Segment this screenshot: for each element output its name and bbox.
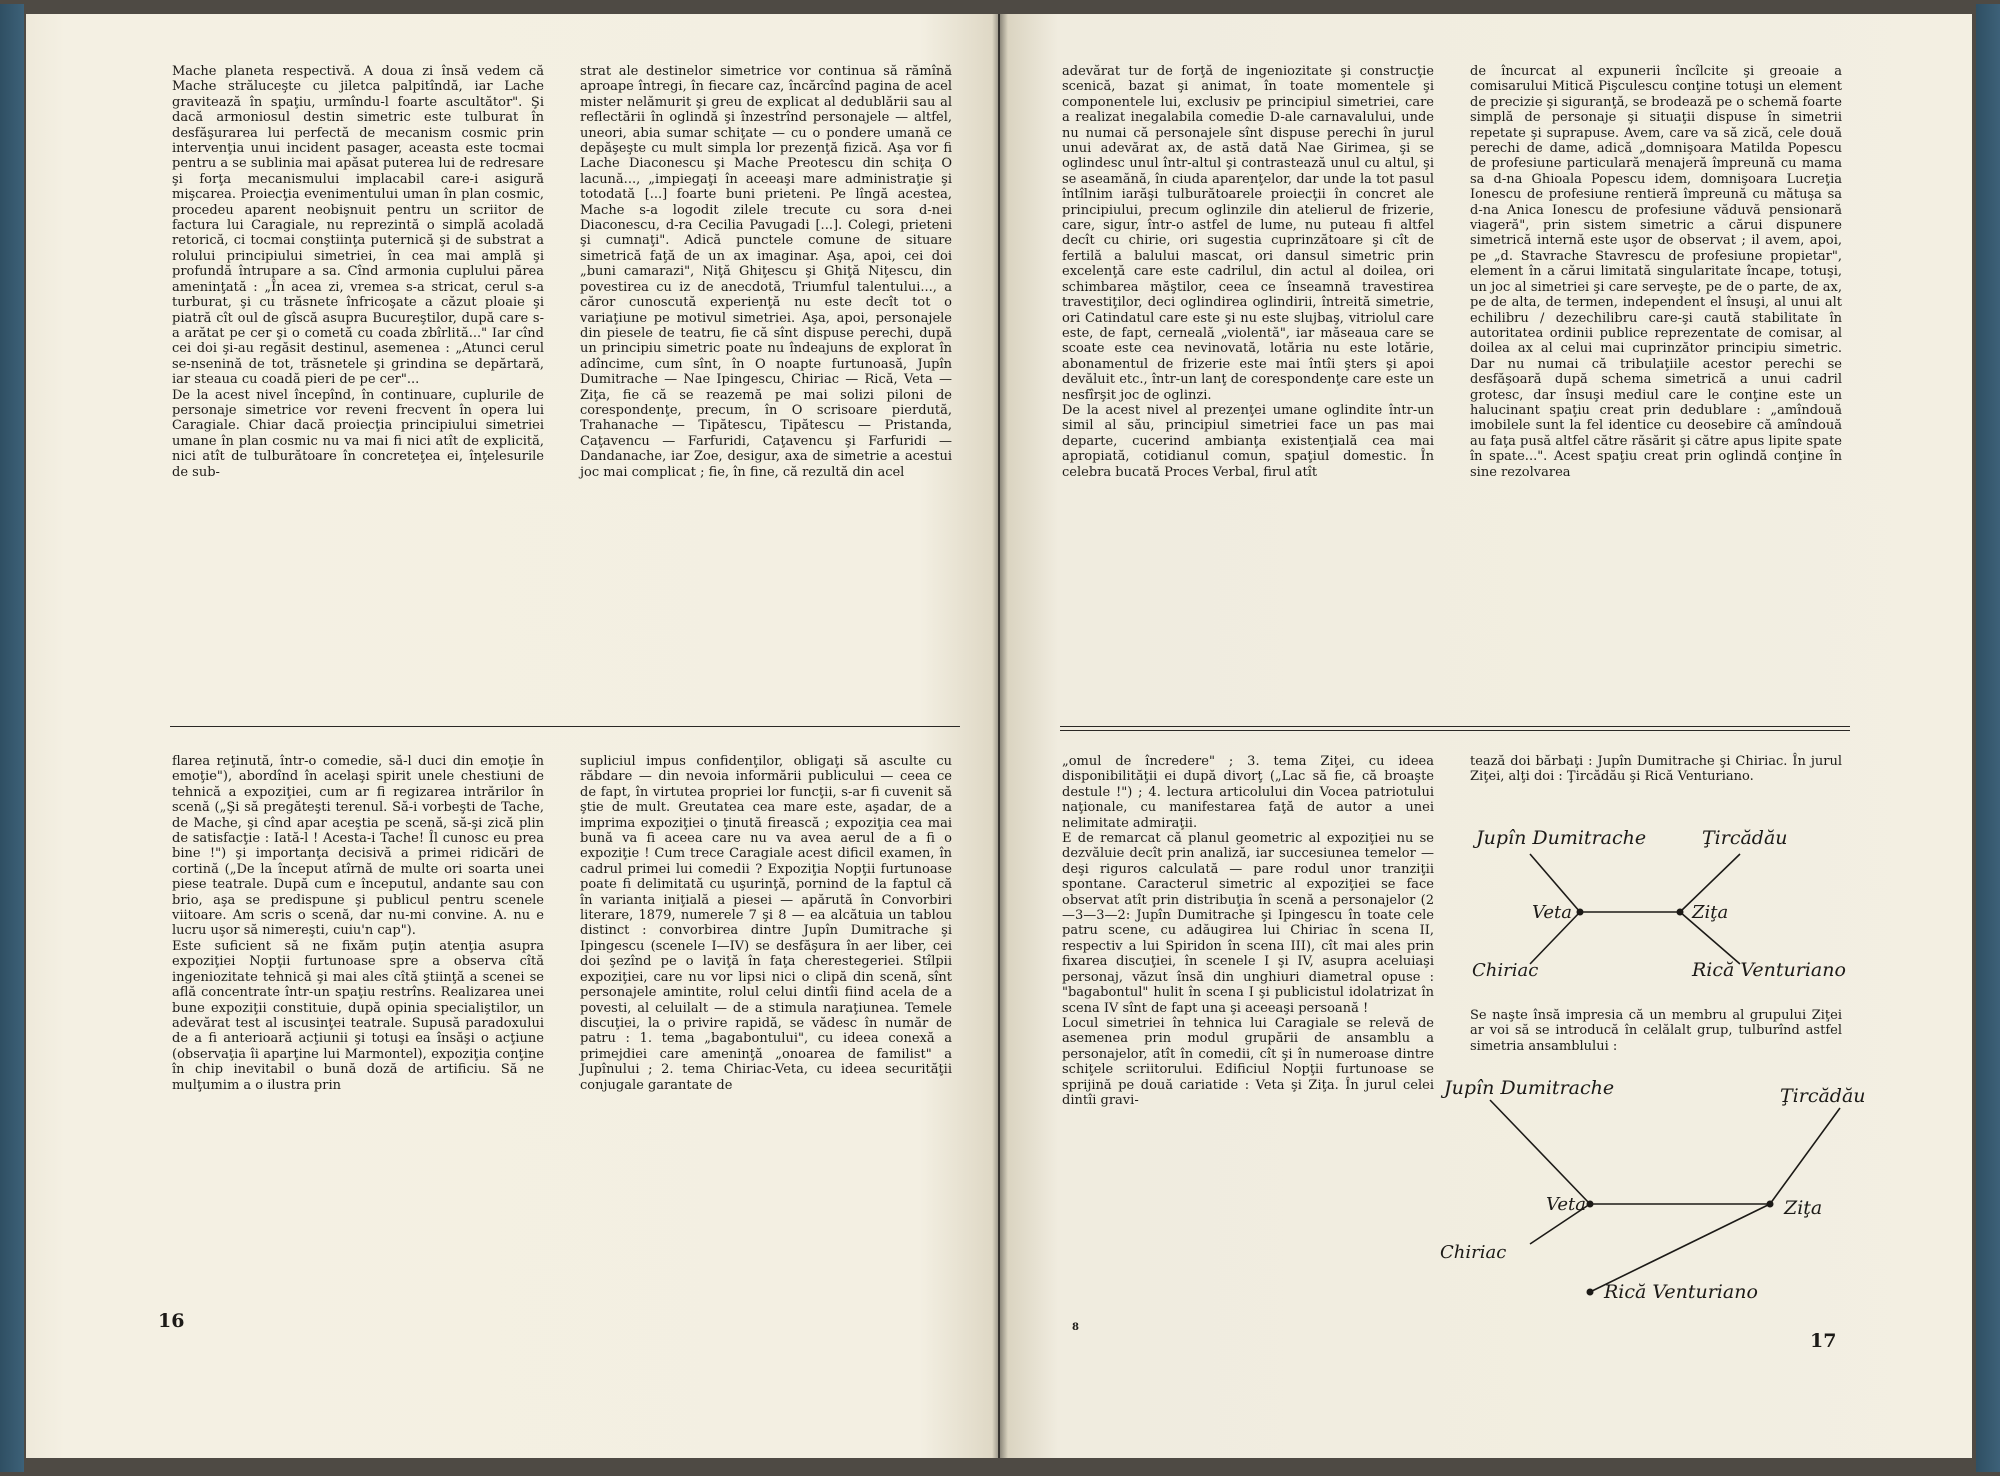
book-gutter bbox=[992, 14, 1008, 1458]
diagram1-label-zita: Ziţa bbox=[1692, 902, 1729, 923]
diagram2-label-jupin: Jupîn Dumitrache bbox=[1444, 1077, 1615, 1099]
right-section-rule bbox=[1060, 726, 1850, 731]
left-lower-column-1: flarea reţinută, într-o comedie, să-l duci din emoţie în emoţie"), abordînd în acelaşi spirit unele chestiuni de tehnică a expoziţiei, cum ar fi regizarea intrărilor în scenă („Şi să pregăteşti terenul. Să-i vorbeşti de Tache, de Mache, şi cînd apar aceştia pe scenă, să-şi zică plin de satisfacţie : Iată-l ! Acesta-i Tache! Îl cunosc eu prea bine !") şi importanţa decisivă a primei ridicări de cortină („De la început atîrnă de multe ori soarta unei piese teatrale. După cum e începutul, andante sau con brio, aşa se predispune şi publicul pentru scenele viitoare. Am scris o scenă, dar nu-mi convine. A. nu e lucru uşor să nimereşti, cuiu'n cap"). Este suficient să ne fixăm puţin atenţia asupra expoziţiei Nopţii furtunoase spre a observa cîtă ingeniozitate tehnică şi mai ales cîtă ştiinţă a scenei se află concentrate într-un spaţiu restrîns. Realizarea unei bune expoziţii constituie, după opinia specialiştilor, un adevărat test al iscusinţei teatrale. Supusă paradoxului de a fi anterioară acţiunii şi totuşi ea însăşi o acţiune (observaţia îi aparţine lui Marmontel), expoziţia conţine în chip inevitabil o bună doză de artificiu. Să ne mulţumim a o ilustra prin bbox=[172, 754, 544, 1093]
diagram1-label-jupin: Jupîn Dumitrache bbox=[1476, 827, 1647, 849]
signature-mark: 8 bbox=[1072, 1322, 1079, 1333]
diagram1-label-chiriac: Chiriac bbox=[1472, 960, 1539, 981]
right-lower-column-1: „omul de încredere" ; 3. tema Ziţei, cu ideea disponibilităţii ei după divorţ („Lac să fie, că broaşte destule !") ; 4. lectura articolului din Vocea patriotului naţionale, cu manifestarea faţă de autor a unei nelimitate admiraţii. E de remarcat că planul geometric al expoziţiei nu se dezvăluie decît prin analiză, iar succesiunea temelor — deşi riguros calculată — pare rodul unor tranziţii spontane. Caracterul simetric al expoziţiei se face observat atît prin distribuţia în scenă a personajelor (2—3—3—2: Jupîn Dumitrache şi Ipingescu în toate cele patru scene, cu adăugirea lui Chiriac în scena II, respectiv a lui Spiridon în scena III), cît mai ales prin fixarea discuţiei, în scenele I şi IV, asupra aceluiaşi personaj, văzut însă din unghiuri diametral opuse : "bagabontul" hulit în scena I şi publicistul idolatrizat în scena IV sînt de fapt una şi aceeaşi persoană ! Locul simetriei în tehnica lui Caragiale se relevă de asemenea prin modul grupării de ansamblu a personajelor, atît în comedii, cît şi în numeroase dintre schiţele scriitorului. Edificiul Nopţii furtunoase se sprijină pe două cariatide : Veta şi Ziţa. În jurul celei dintîi gravi- bbox=[1062, 754, 1434, 1108]
left-page bbox=[26, 14, 998, 1458]
right-upper-column-1: adevărat tur de forţă de ingeniozitate şi construcţie scenică, bazat şi animat, în toate momentele şi componentele lui, exclusiv pe principiul simetriei, care a realizat inegalabila comedie D-ale carnavalului, unde nu numai că personajele sînt dispuse perechi în jurul unui adevărat ax, de astă dată Nae Girimea, şi se oglindesc unul într-altul şi contrastează unul cu altul, şi se aseamănă, în ciuda aparenţelor, dar unde la tot pasul întîlnim iarăşi tulburătoarele proiecţii în concret ale principiului, precum oglinzile din atelierul de frizerie, care, sigur, într-o astfel de lume, nu puteau fi altfel decît cu chirie, ori sugestia cuprinzătoare şi cît de fertilă a balului mascat, ori dansul simetric prin excelenţă care este cadrilul, din actul al doilea, ori schimbarea măştilor, ceea ce înseamnă travestirea travestiţilor, deci oglindirea oglindirii, întreită simetrie, ori Catindatul care este şi nu este slujbaş, vitriolul care este, de fapt, cerneală „violentă", iar măseaua care se scoate este cea nevinovată, lotăria nu este lotărie, abonamentul de frizerie este mai întîi şters şi apoi devăluit etc., într-un lanţ de corespondenţe care este un nesfîrşit joc de oglinzi. De la acest nivel al prezenţei umane oglindite într-un simil al său, principiul simetriei face un pas mai departe, cucerind ambianţa existenţială cea mai apropiată, cotidianul comun, spaţiul domestic. În celebra bucată Proces Verbal, firul atît bbox=[1062, 64, 1434, 480]
right-page bbox=[1000, 14, 1972, 1458]
page-number-left: 16 bbox=[158, 1310, 185, 1332]
left-upper-column-2: strat ale destinelor simetrice vor continua să rămînă aproape întregi, în fiecare caz, încărcînd pagina de acel mister nelămurit şi greu de explicat al dedublării sau al reflectării în oglindă şi înzestrînd personajele — altfel, uneori, abia sumar schiţate — cu o pondere umană ce depăşeşte cu mult simpla lor prezenţă fizică. Aşa vor fi Lache Diaconescu şi Mache Preotescu din schiţa O lacună..., „impiegaţi în aceeaşi mare administraţie şi totodată [...] foarte buni prieteni. Pe lîngă acestea, Mache s-a logodit zilele trecute cu sora d-nei Diaconescu, d-ra Cecilia Pavugadi [...]. Colegi, prieteni şi cumnaţi". Adică punctele comune de situare simetrică faţă de un ax imaginar. Aşa, apoi, cei doi „buni camarazi", Niţă Ghiţescu şi Ghiţă Niţescu, din povestirea cu iz de anecdotă, Triumful talentului..., a căror cunoscută experienţă nu este decît tot o variaţiune pe motivul simetriei. Aşa, apoi, personajele din piesele de teatru, fie că sînt dispuse perechi, după un principiu simetric poate nu îndeajuns de explorat în adîncime, cum sînt, în O noapte furtunoasă, Jupîn Dumitrache — Nae Ipingescu, Chiriac — Rică, Veta — Ziţa, fie că se reazemă pe mai solizi piloni de corespondenţe, precum, în O scrisoare pierdută, Trahanache — Tipătescu, Tipătescu — Pristanda, Caţavencu — Farfuridi, Caţavencu şi Farfuridi — Dandanache, iar Zoe, desigur, axa de simetrie a acestui joc mai complicat ; fie, în fine, că rezultă din acel bbox=[580, 64, 952, 480]
diagram-symmetric-groups bbox=[1470, 814, 1850, 1014]
right-lower-column-2-mid: Se naşte însă impresia că un membru al grupului Ziţei ar voi să se introducă în celălalt grup, tulburînd astfel simetria ansamblului : bbox=[1470, 1008, 1842, 1054]
diagram2-label-tircadau: Ţircădău bbox=[1780, 1085, 1866, 1107]
diagram2-label-chiriac: Chiriac bbox=[1440, 1242, 1507, 1263]
diagram1-label-tircadau: Ţircădău bbox=[1702, 827, 1788, 849]
book-cover-right bbox=[1976, 4, 2000, 1472]
left-upper-column-1: Mache planeta respectivă. A doua zi însă vedem că Mache străluceşte cu jiletca palpitîndă, iar Lache gravitează în spaţiu, urmîndu-l foarte ascultător". Şi dacă armoniosul destin simetric este tulburat în desfăşurarea lui perfectă de mecanism cosmic prin intervenţia unui incident pasager, aceasta este tocmai pentru a se sublinia mai apăsat puterea lui de redresare şi forţa mecanismului implacabil care-i asigură mişcarea. Proiecţia evenimentului uman în plan cosmic, procedeu aparent neobişnuit pentru un scriitor de factura lui Caragiale, nu reprezintă o simplă acoladă retorică, ci tocmai conştiinţa puternică şi de substrat a rolului principiului simetriei, în cea mai amplă şi profundă întrupare a sa. Cînd armonia cuplului părea ameninţată : „În acea zi, vremea s-a stricat, cerul s-a turburat, şi cu trăsnete înfricoşate a căzut ploaie şi piatră cît oul de gîscă asupra Bucureştilor, după care s-a arătat pe cer şi o cometă cu coada zbîrlită..." Iar cînd cei doi şi-au regăsit destinul, asemenea : „Atunci cerul se-nsenină de tot, trăsnetele şi grindina se depărtară, iar steaua cu coadă pieri de pe cer"... De la acest nivel începînd, în continuare, cuplurile de personaje simetrice vor reveni frecvent în opera lui Caragiale. Chiar dacă proiecţia principiului simetriei umane în plan cosmic nu va mai fi nici atît de explicită, nici atît de tulburătoare în concreteţea ei, înţelesurile de sub- bbox=[172, 64, 544, 480]
right-lower-column-2-intro: tează doi bărbaţi : Jupîn Dumitrache şi Chiriac. În jurul Ziţei, alţi doi : Ţircădău şi Rică Venturiano. bbox=[1470, 754, 1842, 785]
page-number-right: 17 bbox=[1810, 1330, 1837, 1352]
diagram-disturbed-symmetry bbox=[1440, 1064, 1880, 1304]
diagram2-label-zita: Ziţa bbox=[1784, 1197, 1823, 1219]
left-section-rule bbox=[170, 726, 960, 727]
diagram2-label-veta: Veta bbox=[1546, 1194, 1586, 1215]
diagram2-label-rica: Rică Venturiano bbox=[1604, 1281, 1758, 1303]
book-cover-left bbox=[0, 4, 24, 1472]
right-upper-column-2: de încurcat al expunerii încîlcite şi greoaie a comisarului Mitică Pişculescu conţine totuşi un element de precizie şi siguranţă, se brodează pe o schemă foarte simplă de personaje şi situaţii dispuse în simetrii repetate şi suprapuse. Avem, care va să zică, cele două perechi de dame, adică „domnişoara Matilda Popescu de profesiune particulară menajeră împreună cu mama sa d-na Ghioala Popescu idem, domnişoara Lucreţia Ionescu de profesiune rentieră împreună cu mătuşa sa d-na Anica Ionescu de profesiune văduvă pensionară viageră", prin sistem simetric a cărui dispunere simetrică internă este uşor de observat ; il avem, apoi, pe „d. Stavrache Stavrescu de profesiune propietar", element în a cărui limitată singularitate încape, totuşi, un joc al simetriei şi care serveşte, pe de o parte, de ax, pe de alta, de termen, independent el însuşi, al unui alt echilibru / dezechilibru care-şi caută stabilitate în autoritatea ordinii publice reprezentate de comisar, al doilea ax al celui mai cuprinzător principiu simetric. Dar nu numai că tribulaţiile acestor perechi se desfăşoară după schema simetrică a unui cadril grotesc, dar însuşi mediul care le conţine este un halucinant spaţiu creat prin dedublare : „amîndouă imobilele sunt la fel identice cu deosebire că amîndouă au faţa pusă altfel către răsărit şi către apus lipite spate în spate...". Acest spaţiu creat prin oglindă conţine în sine rezolvarea bbox=[1470, 64, 1842, 480]
left-lower-column-2: supliciul impus confidenţilor, obligaţi să asculte cu răbdare — din nevoia informării publicului — ceea ce de fapt, în virtutea propriei lor funcţii, s-ar fi cuvenit să ştie de mult. Greutatea cea mare este, aşadar, de a imprima expoziţiei o ţinută firească ; expoziţia cea mai bună va fi aceea care nu va avea aerul de a fi o expoziţie ! Cum trece Caragiale acest dificil examen, în cadrul primei lui comedii ? Expoziţia Nopţii furtunoase poate fi delimitată cu uşurinţă, pornind de la faptul că în varianta iniţială a piesei — apărută în Convorbiri literare, 1879, numerele 7 şi 8 — ea alcătuia un tablou distinct : convorbirea dintre Jupîn Dumitrache şi Ipingescu (scenele I—IV) se desfăşura în aer liber, cei doi şezînd pe o laviţă în faţa cherestegeriei. Stîlpii expoziţiei, care nu vor lipsi nici o clipă din scenă, sînt personajele amintite, rolul celui dintîi fiind acela de a povesti, al celuilalt — de a stimula naraţiunea. Temele discuţiei, la o privire rapidă, se vădesc în număr de patru : 1. tema „bagabontului", cu ideea conexă a primejdiei care ameninţă „onoarea de familist" a Jupînului ; 2. tema Chiriac-Veta, cu ideea securităţii conjugale garantate de bbox=[580, 754, 952, 1093]
diagram1-label-veta: Veta bbox=[1532, 902, 1572, 923]
diagram1-label-rica: Rică Venturiano bbox=[1692, 959, 1846, 981]
